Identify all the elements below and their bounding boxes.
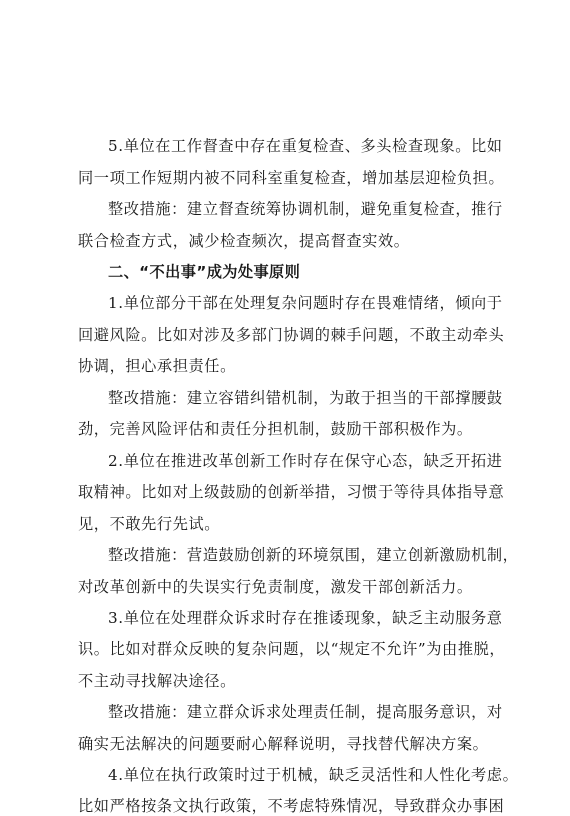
paragraph-3-line-3: 不主动寻找解决途径。 (78, 672, 236, 690)
paragraph-5-line-2: 同一项工作短期内被不同科室重复检查，增加基层迎检负担。 (78, 169, 505, 187)
paragraph-1-line-2: 回避风险。比如对涉及多部门协调的棘手问题，不敢主动牵头 (78, 326, 505, 344)
measure-2-line-1: 整改措施：营造鼓励创新的环境氛围，建立创新激励机制， (108, 546, 519, 564)
measure-3-line-1: 整改措施：建立群众诉求处理责任制，提高服务意识，对 (108, 703, 503, 721)
paragraph-5-line-1: 5.单位在工作督查中存在重复检查、多头检查现象。比如 (108, 137, 503, 155)
paragraph-2-line-1: 2.单位在推进改革创新工作时存在保守心态，缺乏开拓进 (108, 452, 503, 470)
measure-1-line-1: 整改措施：建立容错纠错机制，为敢于担当的干部撑腰鼓 (108, 389, 503, 407)
paragraph-4-line-2: 比如严格按条文执行政策，不考虑特殊情况，导致群众办事困 (78, 797, 505, 815)
measure-2-line-2: 对改革创新中的失误实行免责制度，激发干部创新活力。 (78, 578, 473, 596)
paragraph-3-line-2: 识。比如对群众反映的复杂问题，以“规定不允许”为由推脱， (78, 640, 506, 658)
measure-1-line-2: 劲，完善风险评估和责任分担机制，鼓励干部积极作为。 (78, 420, 473, 438)
paragraph-3-line-1: 3.单位在处理群众诉求时存在推诿现象，缺乏主动服务意 (108, 609, 503, 627)
paragraph-2-line-3: 见，不敢先行先试。 (78, 515, 221, 533)
measure-5-line-1: 整改措施：建立督查统筹协调机制，避免重复检查，推行 (108, 200, 503, 218)
paragraph-1-line-3: 协调，担心承担责任。 (78, 357, 236, 375)
paragraph-2-line-2: 取精神。比如对上级鼓励的创新举措，习惯于等待具体指导意 (78, 483, 505, 501)
measure-5-line-2: 联合检查方式，减少检查频次，提高督查实效。 (78, 232, 410, 250)
paragraph-4-line-1: 4.单位在执行政策时过于机械，缺乏灵活性和人性化考虑。 (108, 766, 519, 784)
measure-3-line-2: 确实无法解决的问题要耐心解释说明，寻找替代解决方案。 (78, 735, 489, 753)
section-heading-2: 二、“不出事”成为处事原则 (108, 263, 301, 281)
paragraph-1-line-1: 1.单位部分干部在处理复杂问题时存在畏难情绪，倾向于 (108, 294, 503, 312)
